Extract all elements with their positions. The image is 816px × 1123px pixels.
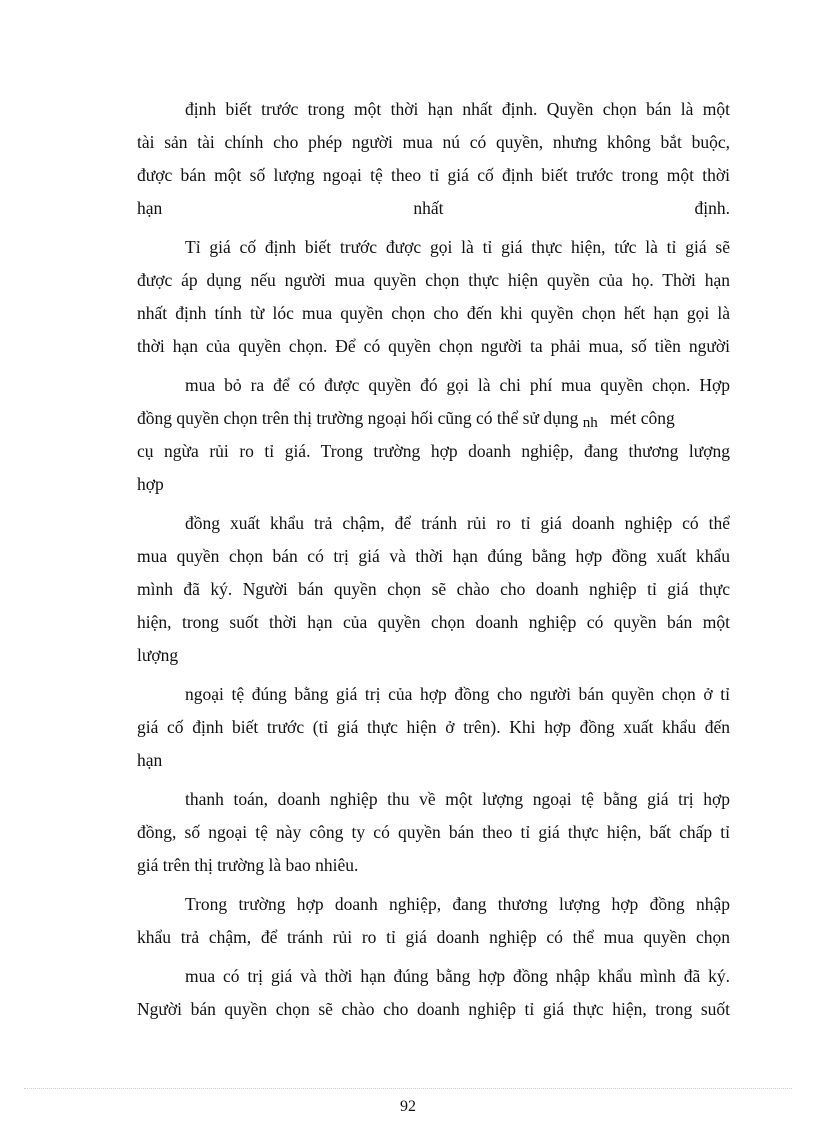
text-line: Người bán quyền chọn sẽ chào cho doanh nghiệp tỉ giá thực hiện, trong suốt bbox=[137, 999, 730, 1019]
footer-divider bbox=[24, 1088, 792, 1089]
text-segment: đồng quyền chọn trên thị trường ngoại hối cũng có thể sử dụng bbox=[137, 408, 579, 428]
text-line: mình đã ký. Người bán quyền chọn sẽ chào cho doanh nghiệp tỉ giá thực bbox=[137, 579, 730, 599]
text-line: hiện, trong suốt thời hạn của quyền chọn doanh nghiệp có quyền bán một bbox=[137, 612, 730, 632]
text-line: hạn nhất định. bbox=[137, 198, 730, 218]
text-fragment: nh bbox=[582, 415, 598, 431]
text-line bbox=[137, 402, 730, 435]
text-line: Trong trường hợp doanh nghiệp, đang thương lượng hợp đồng nhập bbox=[185, 894, 730, 914]
text-line: mua bỏ ra để có được quyền đó gọi là chi phí mua quyền chọn. Hợp bbox=[185, 375, 730, 395]
text-line: mua quyền chọn bán có trị giá và thời hạn đúng bằng hợp đồng xuất khẩu bbox=[137, 546, 730, 566]
text-line: đồng xuất khẩu trả chậm, để tránh rủi ro tỉ giá doanh nghiệp có thể bbox=[185, 513, 730, 533]
text-line: ngoại tệ đúng bằng giá trị của hợp đồng cho người bán quyền chọn ở tỉ bbox=[185, 684, 730, 704]
text-line: giá cố định biết trước (tỉ giá thực hiện ở trên). Khi hợp đồng xuất khẩu đến bbox=[137, 717, 730, 737]
text-line: giá trên thị trường là bao nhiêu. bbox=[137, 855, 359, 875]
text-line: nhất định tính từ lóc mua quyền chọn cho đến khi quyền chọn hết hạn gọi là bbox=[137, 303, 730, 323]
text-line: hạn bbox=[137, 750, 163, 770]
text-line: được bán một số lượng ngoại tệ theo tỉ giá cố định biết trước trong một thời bbox=[137, 165, 730, 185]
text-line: cụ ngừa rủi ro tỉ giá. Trong trường hợp doanh nghiệp, đang thương lượng bbox=[137, 441, 730, 461]
text-line: thanh toán, doanh nghiệp thu về một lượng ngoại tệ bằng giá trị hợp bbox=[185, 789, 730, 809]
text-line: lượng bbox=[137, 645, 179, 665]
page-number: 92 bbox=[400, 1098, 416, 1115]
body-text bbox=[137, 93, 730, 1026]
text-segment: mét công bbox=[610, 408, 675, 428]
text-line: hợp bbox=[137, 474, 164, 494]
text-line: thời hạn của quyền chọn. Để có quyền chọn người ta phải mua, số tiền người bbox=[137, 336, 730, 356]
text-line: đồng, số ngoại tệ này công ty có quyền bán theo tỉ giá thực hiện, bất chấp tỉ bbox=[137, 822, 730, 842]
text-line: mua có trị giá và thời hạn đúng bằng hợp đồng nhập khẩu mình đã ký. bbox=[185, 966, 730, 986]
text-line: Tỉ giá cố định biết trước được gọi là tỉ giá thực hiện, tức là tỉ giá sẽ bbox=[185, 237, 730, 257]
text-line: định biết trước trong một thời hạn nhất định. Quyền chọn bán là một bbox=[185, 99, 730, 119]
text-line: được áp dụng nếu người mua quyền chọn thực hiện quyền của họ. Thời hạn bbox=[137, 270, 730, 290]
text-line: tài sản tài chính cho phép người mua nú có quyền, nhưng không bắt buộc, bbox=[137, 132, 730, 152]
text-line: khẩu trả chậm, để tránh rủi ro tỉ giá doanh nghiệp có thể mua quyền chọn bbox=[137, 927, 730, 947]
